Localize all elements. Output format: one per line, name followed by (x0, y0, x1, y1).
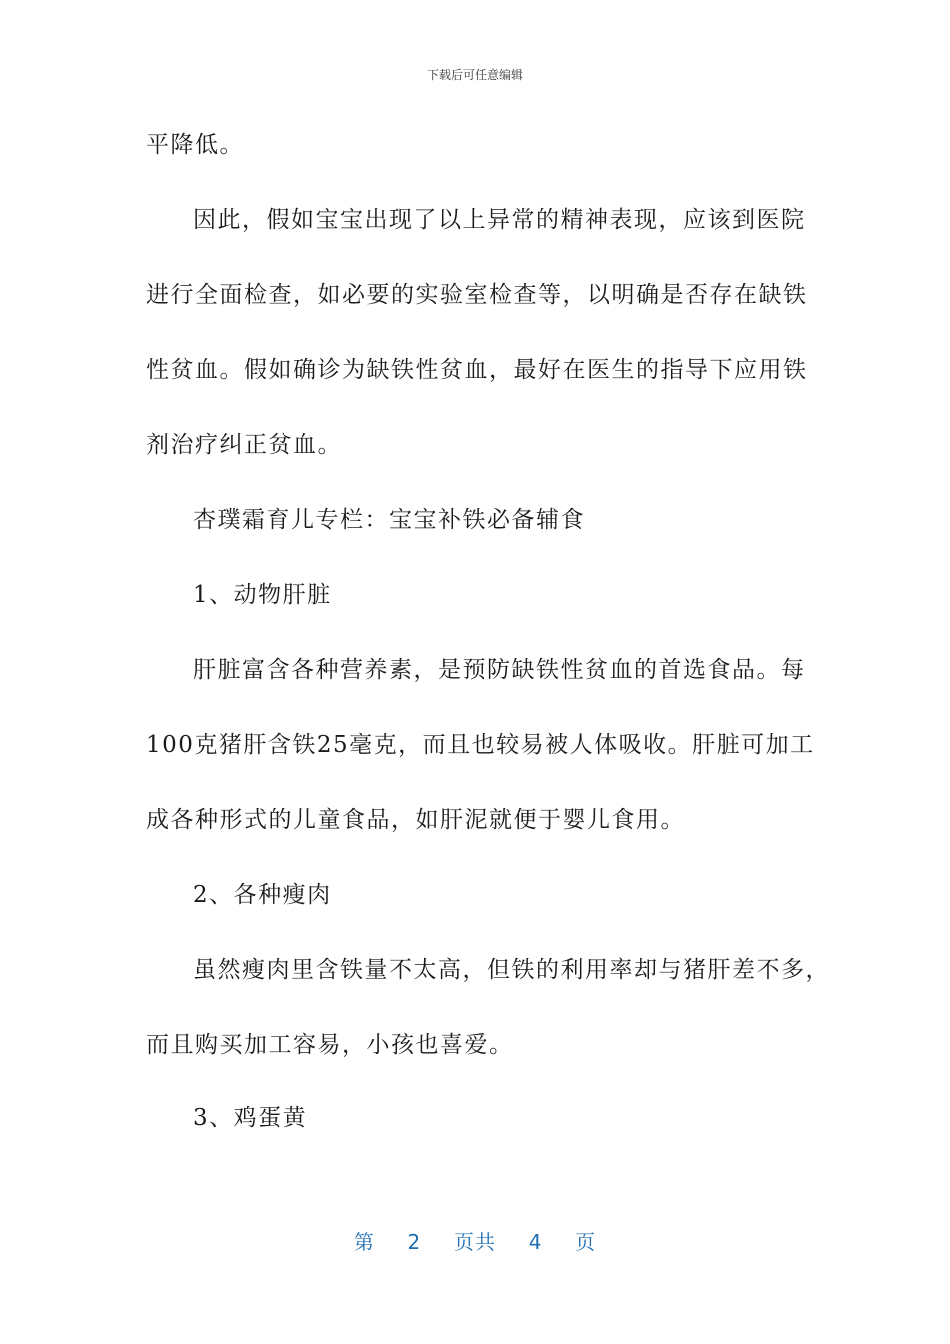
item-heading: 1、动物肝脏 (193, 582, 332, 608)
paragraph-line: 而且购买加工容易，小孩也喜爱。 (146, 1032, 514, 1058)
footer-prefix: 第 (353, 1230, 375, 1254)
paragraph-line: 成各种形式的儿童食品，如肝泥就便于婴儿食用。 (146, 807, 685, 833)
item-heading: 2、各种瘦肉 (193, 882, 332, 908)
page-footer (0, 1226, 950, 1255)
paragraph-line: 肝脏富含各种营养素，是预防缺铁性贫血的首选食品。每 (193, 657, 806, 683)
paragraph-line: 100克猪肝含铁25毫克，而且也较易被人体吸收。肝脏可加工 (146, 732, 815, 758)
header-note: 下载后可任意编辑 (426, 68, 523, 82)
paragraph-line: 虽然瘦肉里含铁量不太高，但铁的利用率却与猪肝差不多， (193, 957, 830, 983)
paragraph-line: 剂治疗纠正贫血。 (146, 432, 342, 458)
paragraph-line: 性贫血。假如确诊为缺铁性贫血，最好在医生的指导下应用铁 (146, 357, 808, 383)
section-heading: 杏璞霜育儿专栏：宝宝补铁必备辅食 (193, 507, 585, 533)
paragraph-line: 进行全面检查，如必要的实验室检查等，以明确是否存在缺铁 (146, 282, 808, 308)
footer-suffix: 页 (575, 1230, 597, 1254)
footer-mid: 页共 (454, 1230, 496, 1254)
current-page-number: 2 (407, 1230, 422, 1254)
total-pages-number: 4 (528, 1230, 543, 1254)
paragraph-line: 因此，假如宝宝出现了以上异常的精神表现，应该到医院 (193, 207, 806, 233)
paragraph-line: 平降低。 (146, 132, 244, 158)
item-heading: 3、鸡蛋黄 (193, 1105, 308, 1131)
